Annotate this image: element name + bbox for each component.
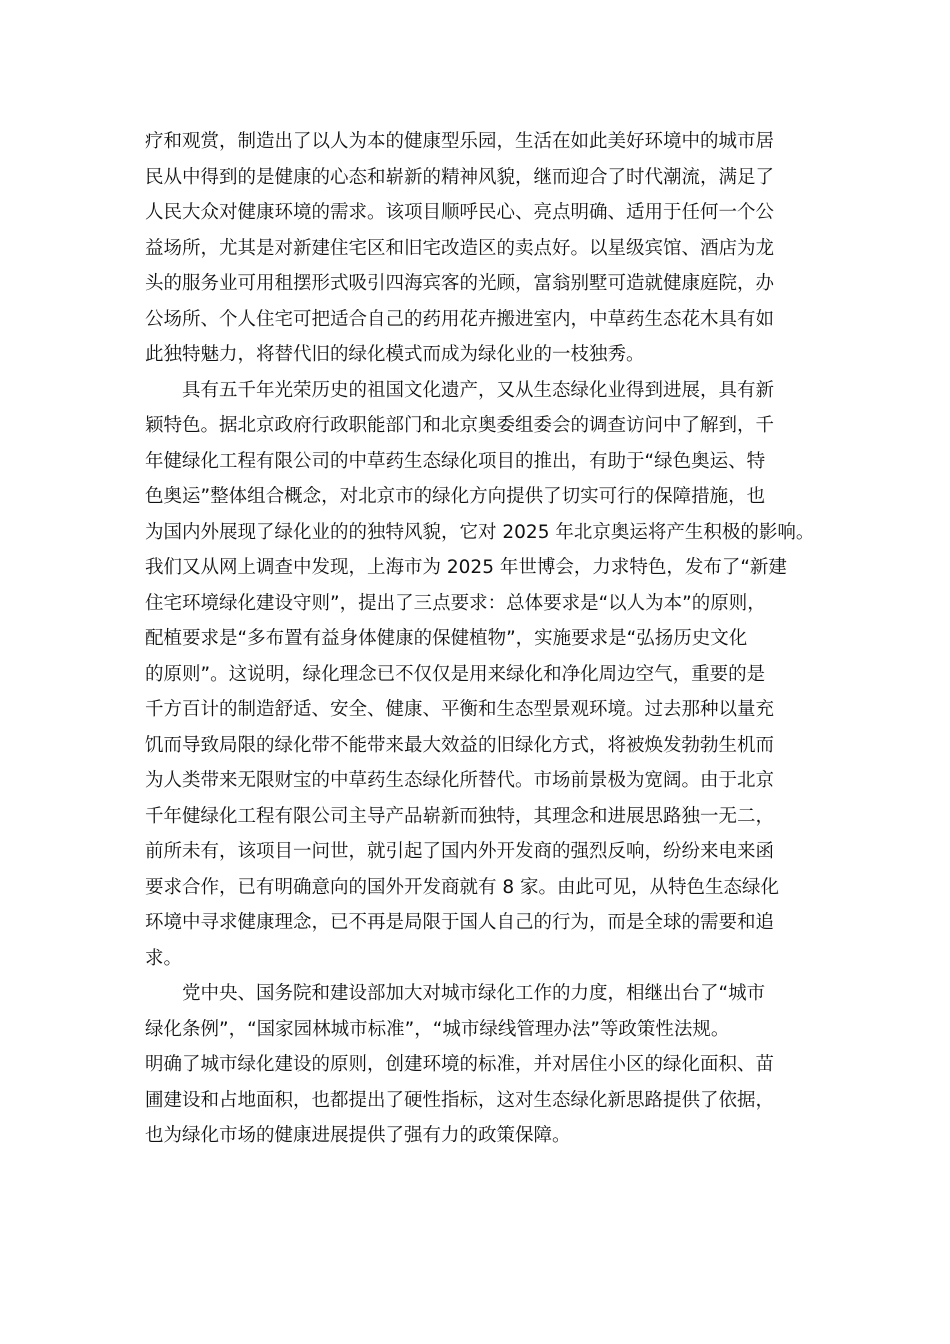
text-line: 配植要求是“多布置有益身体健康的保健植物”，实施要求是“弘扬历史文化: [145, 628, 748, 649]
paragraph-1: [145, 124, 805, 373]
text-line: 绿化条例”，“国家园林城市标准”，“城市绿线管理办法”等政策性法规。: [145, 1018, 730, 1040]
text-line: 明确了城市绿化建设的原则，创建环境的标准，并对居住小区的绿化面积、苗: [145, 1054, 775, 1075]
paragraph-2: [145, 373, 815, 977]
text-line: 疗和观赏，制造出了以人为本的健康型乐园，生活在如此美好环境中的城市居: [145, 131, 775, 152]
text-line: 要求合作，已有明确意向的国外开发商就有 8 家。由此可见，从特色生态绿化: [145, 876, 780, 898]
text-line: 千年健绿化工程有限公司主导产品崭新而独特，其理念和进展思路独一无二，: [145, 805, 775, 827]
text-line: 环境中寻求健康理念，已不再是局限于国人自己的行为，而是全球的需要和追: [145, 912, 775, 933]
text-line: 求。: [145, 947, 183, 969]
text-line: 民从中得到的是健康的心态和崭新的精神风貌，继而迎合了时代潮流，满足了: [145, 166, 775, 188]
text-line: 此独特魅力，将替代旧的绿化模式而成为绿化业的一枝独秀。: [145, 344, 645, 365]
text-line: 为人类带来无限财宝的中草药生态绿化所替代。市场前景极为宽阔。由于北京: [145, 770, 775, 791]
text-line: 颖特色。据北京政府行政职能部门和北京奥委组委会的调查访问中了解到，千: [145, 415, 775, 436]
text-line: 年健绿化工程有限公司的中草药生态绿化项目的推出，有助于“绿色奥运、特: [145, 450, 766, 472]
text-line: 益场所，尤其是对新建住宅区和旧宅改造区的卖点好。以星级宾馆、酒店为龙: [145, 237, 775, 259]
text-line: 具有五千年光荣历史的祖国文化遗产，又从生态绿化业得到进展，具有新: [182, 379, 775, 401]
text-line: 公场所、个人住宅可把适合自己的药用花卉搬进室内，中草药生态花木具有如: [145, 308, 775, 330]
text-line: 头的服务业可用租摆形式吸引四海宾客的光顾，富翁别墅可造就健康庭院，办: [145, 273, 775, 294]
text-line: 党中央、国务院和建设部加大对城市绿化工作的力度，相继出台了“城市: [182, 983, 766, 1004]
text-line: 饥而导致局限的绿化带不能带来最大效益的旧绿化方式，将被焕发勃勃生机而: [145, 734, 775, 756]
text-line: 色奥运”整体组合概念，对北京市的绿化方向提供了切实可行的保障措施，也: [145, 486, 766, 507]
body-text: [145, 124, 815, 1154]
text-line: 圃建设和占地面积，也都提出了硬性指标，这对生态绿化新思路提供了依据，: [145, 1089, 775, 1111]
text-line: 也为绿化市场的健康进展提供了强有力的政策保障。: [145, 1125, 571, 1146]
text-line: 为国内外展现了绿化业的的独特风貌，它对 2025 年北京奥运将产生积极的影响。: [145, 521, 815, 543]
text-line: 千方百计的制造舒适、安全、健康、平衡和生态型景观环境。过去那种以量充: [145, 699, 775, 720]
text-line: 前所未有，该项目一问世，就引起了国内外开发商的强烈反响，纷纷来电来函: [145, 841, 775, 862]
text-line: 的原则”。这说明，绿化理念已不仅仅是用来绿化和净化周边空气，重要的是: [145, 663, 766, 685]
paragraph-3: [145, 976, 805, 1154]
text-line: 人民大众对健康环境的需求。该项目顺呼民心、亮点明确、适用于任何一个公: [145, 202, 775, 223]
text-line: 住宅环境绿化建设守则”，提出了三点要求：总体要求是“以人为本”的原则，: [145, 592, 766, 614]
text-line: 我们又从网上调查中发现，上海市为 2025 年世博会，力求特色，发布了“新建: [145, 557, 787, 578]
